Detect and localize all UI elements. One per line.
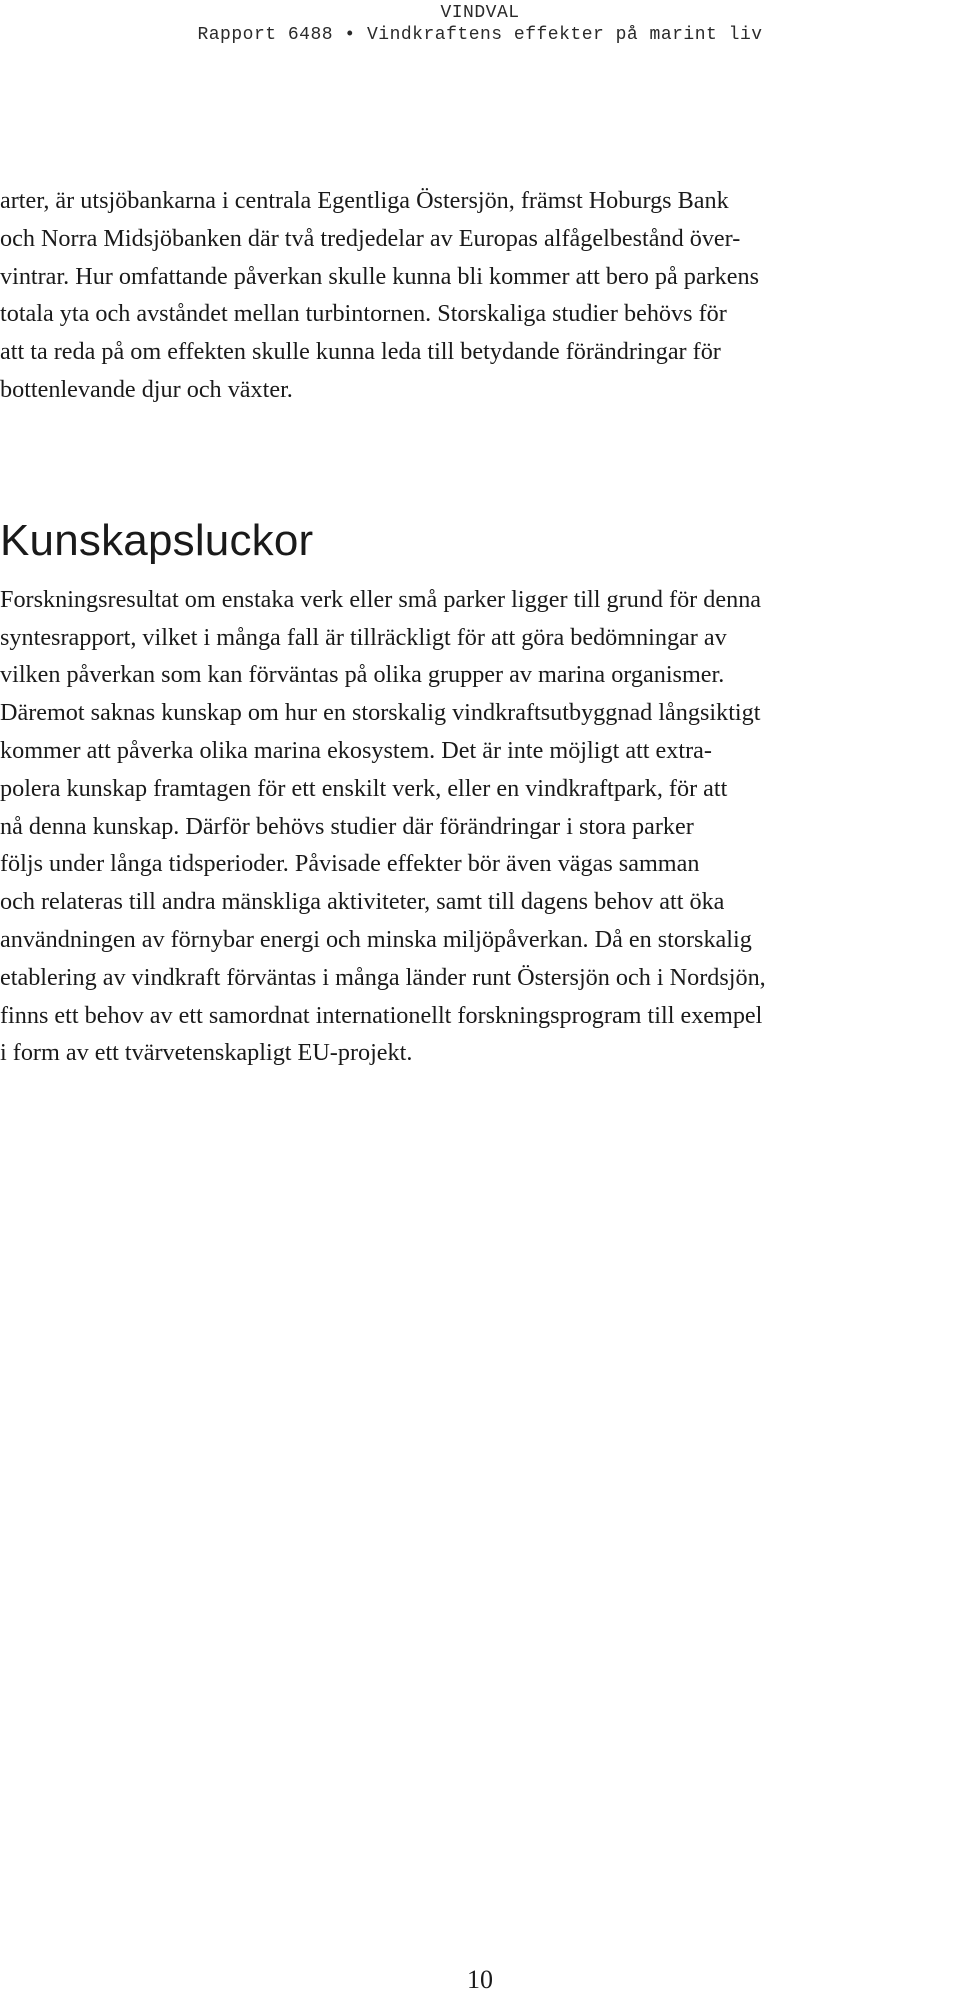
text-line: Forskningsresultat om enstaka verk eller små parker ligger till grund för denna	[0, 585, 762, 613]
text-line: vilken påverkan som kan förväntas på olika grupper av marina organismer.	[0, 661, 725, 689]
series-title: VINDVAL	[440, 3, 520, 23]
text-line: och Norra Midsjöbanken där två tredjedelar av Europas alfågelbestånd över-	[0, 224, 741, 252]
text-line: arter, är utsjöbankarna i centrala Egentliga Östersjön, främst Hoburgs Bank	[0, 187, 729, 214]
page-body	[0, 182, 960, 1072]
text-line: i form av ett tvärvetenskapligt EU-projekt.	[0, 1039, 413, 1067]
paragraph-intro	[0, 182, 960, 409]
text-line: finns ett behov av ett samordnat internationellt forskningsprogram till exempel	[0, 1001, 763, 1029]
running-header	[0, 0, 960, 46]
text-line: syntesrapport, vilket i många fall är tillräckligt för att göra bedömningar av	[0, 623, 727, 651]
text-line: bottenlevande djur och växter.	[0, 375, 293, 403]
page-number: 10	[467, 1965, 493, 1994]
text-line: användningen av förnybar energi och minska miljöpåverkan. Då en storskalig	[0, 925, 752, 953]
text-line: följs under långa tidsperioder. Påvisade effekter bör även vägas samman	[0, 850, 700, 878]
paragraph-knowledge-gaps	[0, 581, 960, 1072]
text-line: nå denna kunskap. Därför behövs studier där förändringar i stora parker	[0, 812, 694, 840]
text-line: vintrar. Hur omfattande påverkan skulle kunna bli kommer att bero på parkens	[0, 262, 759, 290]
text-line: etablering av vindkraft förväntas i många länder runt Östersjön och i Nordsjön,	[0, 963, 766, 991]
text-line: polera kunskap framtagen för ett enskilt verk, eller en vindkraftpark, för att	[0, 774, 728, 802]
text-line: att ta reda på om effekten skulle kunna leda till betydande förändringar för	[0, 338, 721, 366]
text-line: totala yta och avståndet mellan turbintornen. Storskaliga studier behövs för	[0, 300, 727, 328]
report-title: Rapport 6488 • Vindkraftens effekter på marint liv	[197, 25, 763, 45]
text-line: kommer att påverka olika marina ekosystem. Det är inte möjligt att extra-	[0, 736, 712, 764]
section-heading: Kunskapsluckor	[0, 515, 314, 565]
text-line: Däremot saknas kunskap om hur en storskalig vindkraftsutbyggnad långsiktigt	[0, 699, 761, 727]
text-line: och relateras till andra mänskliga aktiviteter, samt till dagens behov att öka	[0, 888, 725, 916]
